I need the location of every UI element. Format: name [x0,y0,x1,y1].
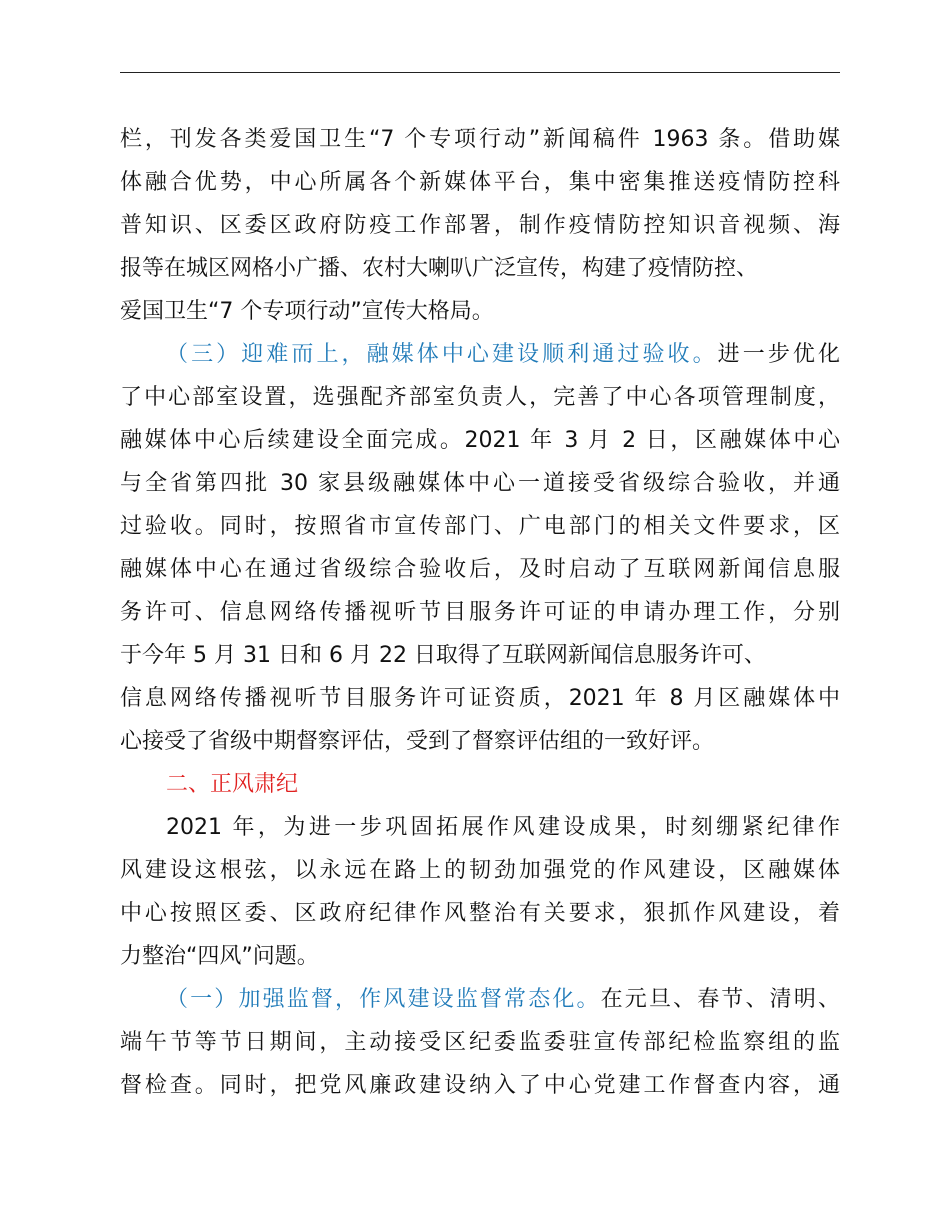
text-line [120,892,840,935]
text-line [120,677,840,720]
text-line [120,935,840,978]
line-text: 风建设这根弦，以永远在路上的韧劲加强党的作风建设，区融媒体 [120,858,840,883]
text-line [120,161,840,204]
line-text: 于今年 5 月 31 日和 6 月 22 日取得了互联网新闻信息服务许可、 [120,643,766,668]
text-line [120,548,840,591]
line-text: 与全省第四批 30 家县级融媒体中心一道接受省级综合验收，并通 [120,471,840,496]
line-text: 栏，刊发各类爱国卫生“7 个专项行动”新闻稿件 1963 条。借助媒 [120,127,840,152]
text-line [120,591,840,634]
text-line [120,806,840,849]
line-text: 融媒体中心在通过省级综合验收后，及时启动了互联网新闻信息服 [120,557,840,582]
text-line [120,849,840,892]
body-text [120,118,840,1107]
line-text: 心接受了省级中期督察评估，受到了督察评估组的一致好评。 [120,729,715,754]
text-line [120,634,840,677]
line-text: 报等在城区网格小广播、农村大喇叭广泛宣传，构建了疫情防控、 [120,256,759,281]
line-text: 进一步优化 [717,342,840,367]
section-heading: 二、正风肃纪 [166,772,299,797]
text-line [120,376,840,419]
text-line [120,462,840,505]
text-line [120,505,840,548]
text-line [120,763,840,806]
text-line [120,333,840,376]
subsection-heading: （一）加强监督，作风建设监督常态化。 [166,987,601,1012]
line-text: 普知识、区委区政府防疫工作部署，制作疫情防控知识音视频、海 [120,213,840,238]
text-line [120,1064,840,1107]
text-line [120,204,840,247]
header-rule [120,72,840,73]
text-line [120,290,840,333]
line-text: 督检查。同时，把党风廉政建设纳入了中心党建工作督查内容，通 [120,1073,840,1098]
line-text: 爱国卫生“7 个专项行动”宣传大格局。 [120,299,494,324]
line-text: 了中心部室设置，选强配齐部室负责人，完善了中心各项管理制度， [120,385,840,410]
line-text: 体融合优势，中心所属各个新媒体平台，集中密集推送疫情防控科 [120,170,840,195]
line-text: 务许可、信息网络传播视听节目服务许可证的申请办理工作，分别 [120,600,840,625]
line-text: 信息网络传播视听节目服务许可证资质，2021 年 8 月区融媒体中 [120,686,840,711]
text-line [120,247,840,290]
line-text: 融媒体中心后续建设全面完成。2021 年 3 月 2 日，区融媒体中心 [120,428,840,453]
text-line [120,1021,840,1064]
line-text: 2021 年，为进一步巩固拓展作风建设成果，时刻绷紧纪律作 [166,815,840,840]
text-line [120,978,840,1021]
line-text: 中心按照区委、区政府纪律作风整治有关要求，狠抓作风建设，着 [120,901,840,926]
subsection-heading: （三）迎难而上，融媒体中心建设顺利通过验收。 [166,342,718,367]
line-text: 端午节等节日期间，主动接受区纪委监委驻宣传部纪检监察组的监 [120,1030,840,1055]
line-text: 过验收。同时，按照省市宣传部门、广电部门的相关文件要求，区 [120,514,840,539]
text-line [120,419,840,462]
line-text: 力整治“四风”问题。 [120,944,319,969]
line-text: 在元旦、春节、清明、 [600,987,840,1012]
text-line [120,720,840,763]
text-line [120,118,840,161]
